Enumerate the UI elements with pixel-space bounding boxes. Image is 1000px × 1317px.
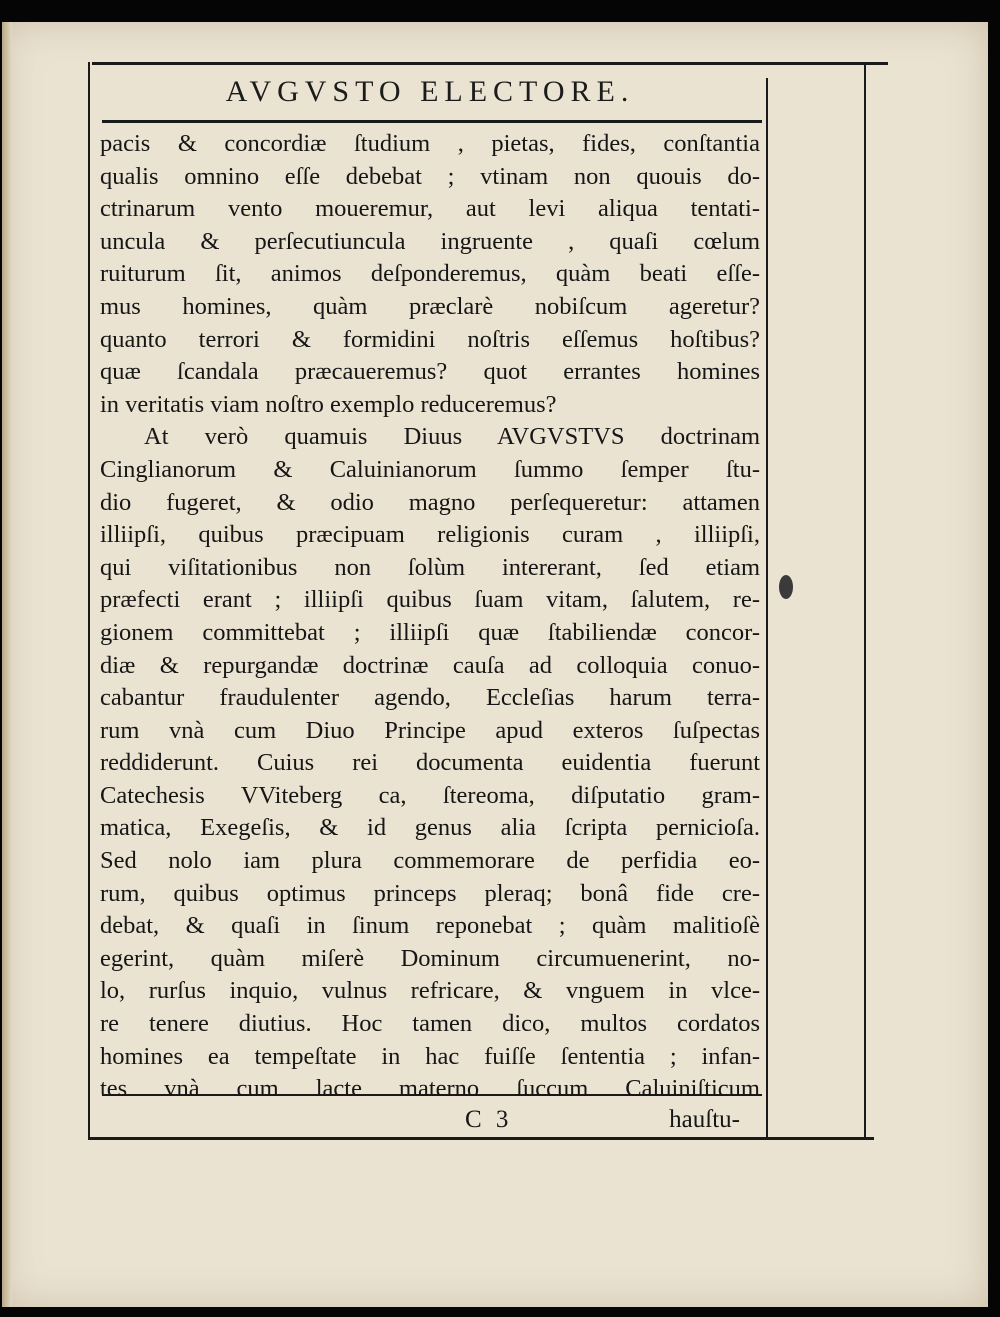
- left-frame-line: [88, 62, 90, 1139]
- text-line: illiipſi, quibus præcipuam religionis curam , illiipſi,: [100, 521, 760, 549]
- text-line: præfecti erant ; illiipſi quibus ſuam vitam, ſalutem, re-: [100, 586, 760, 614]
- text-line: debat, & quaſi in ſinum reponebat ; quàm malitioſè: [100, 912, 760, 940]
- text-line: ruiturum ſit, animos deſponderemus, quàm beati eſſe-: [100, 260, 760, 288]
- catchword: hauſtu-: [669, 1106, 740, 1133]
- text-line: reddiderunt. Cuius rei documenta euidentia fuerunt: [100, 749, 760, 777]
- ink-blot: [779, 575, 793, 599]
- text-line: egerint, quàm miſerè Dominum circumuenerint, no-: [100, 944, 760, 972]
- right-frame-line-outer: [864, 62, 866, 1139]
- running-head: AVGVSTO ELECTORE.: [225, 75, 635, 108]
- page-edge: [2, 22, 12, 1307]
- text-line: in veritatis viam noſtro exemplo reduceremus?: [100, 390, 557, 418]
- text-line: re tenere diutius. Hoc tamen dico, multos cordatos: [100, 1010, 760, 1038]
- text-line: tes vnà cum lacte materno ſuccum Caluiniſticum: [100, 1075, 760, 1103]
- text-line: ctrinarum vento moueremur, aut levi aliqua tentati-: [100, 195, 760, 223]
- page-footer: [100, 1106, 760, 1140]
- text-line: diæ & repurgandæ doctrinæ cauſa ad colloquia conuo-: [100, 651, 760, 679]
- text-line: Catechesis VViteberg ca, ſtereoma, diſputatio gram-: [100, 781, 760, 809]
- text-line: cabantur fraudulenter agendo, Eccleſias harum terra-: [100, 684, 760, 712]
- text-line: gionem committebat ; illiipſi quæ ſtabiliendæ concor-: [100, 618, 760, 646]
- text-line: homines ea tempeſtate in hac fuiſſe ſententia ; infan-: [100, 1042, 760, 1070]
- top-rule-inner: [102, 120, 762, 123]
- text-line: qui viſitationibus non ſolùm intererant, ſed etiam: [100, 553, 760, 581]
- text-line: At verò quamuis Diuus AVGVSTVS doctrinam: [144, 423, 760, 451]
- right-frame-line-inner: [766, 78, 768, 1138]
- text-line: dio fugeret, & odio magno perſequeretur: attamen: [100, 488, 760, 516]
- text-line: Cinglianorum & Caluinianorum ſummo ſemper ſtu-: [100, 455, 760, 483]
- top-rule-outer: [92, 62, 888, 65]
- signature-mark: C 3: [465, 1106, 513, 1133]
- text-line: matica, Exegeſis, & id genus alia ſcripta pernicioſa.: [100, 814, 760, 842]
- text-line: uncula & perſecutiuncula ingruente , quaſi cœlum: [100, 227, 760, 255]
- text-line: quæ ſcandala præcaueremus? quot errantes homines: [100, 358, 760, 386]
- text-line: Sed nolo iam plura commemorare de perfidia eo-: [100, 847, 760, 875]
- text-line: rum, quibus optimus princeps pleraq; bonâ fide cre-: [100, 879, 760, 907]
- text-line: mus homines, quàm præclarè nobiſcum ageretur?: [100, 292, 760, 320]
- text-line: pacis & concordiæ ſtudium , pietas, fides, conſtantia: [100, 130, 760, 157]
- text-line: rum vnà cum Diuo Principe apud exteros ſuſpectas: [100, 716, 760, 744]
- text-line: quanto terrori & formidini noſtris eſſemus hoſtibus?: [100, 325, 760, 353]
- text-line: qualis omnino eſſe debebat ; vtinam non quouis do-: [100, 162, 760, 190]
- body-text: [100, 128, 760, 1106]
- text-line: lo, rurſus inquio, vulnus refricare, & vnguem in vlce-: [100, 977, 760, 1005]
